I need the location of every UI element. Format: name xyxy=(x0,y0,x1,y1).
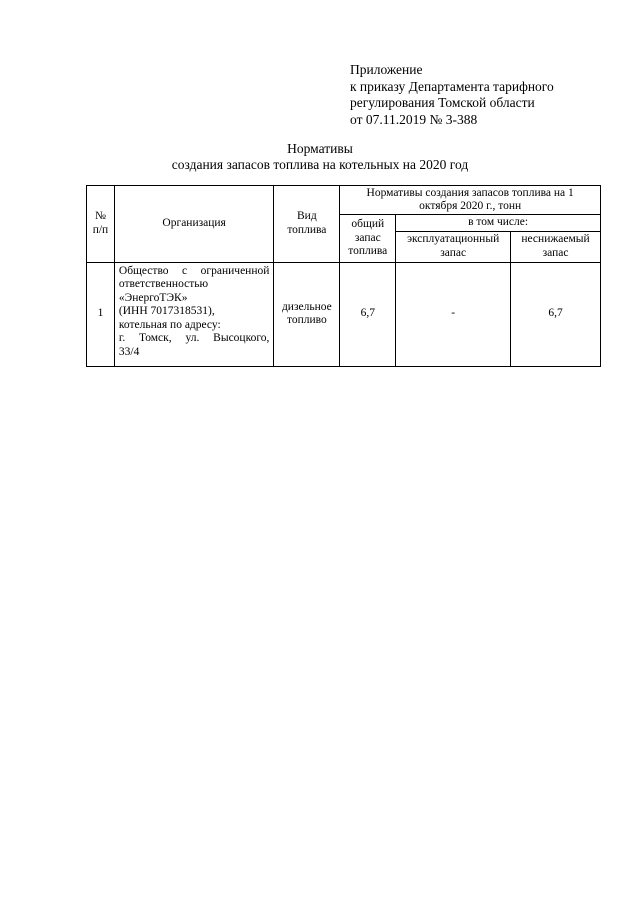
cell-total-reserve: 6,7 xyxy=(340,262,396,366)
header-num: № п/п xyxy=(87,186,115,263)
cell-organization xyxy=(114,262,273,366)
org-line: ответственностью xyxy=(118,278,209,290)
cell-minimum-reserve: 6,7 xyxy=(511,262,601,366)
header-minimum-reserve: неснижаемый запас xyxy=(511,231,601,262)
header-organization: Организация xyxy=(114,186,273,263)
org-line: Общество с ограниченной xyxy=(118,264,270,277)
document-title: Нормативы xyxy=(287,141,353,156)
appendix-line: от 07.11.2019 № 3-388 xyxy=(350,111,478,127)
header-total-reserve: общий запас топлива xyxy=(340,215,396,263)
header-fuel-type: Вид топлива xyxy=(274,186,340,263)
cell-num: 1 xyxy=(87,262,115,366)
header-operational-reserve: эксплуатационный запас xyxy=(396,231,511,262)
appendix-block xyxy=(350,62,554,128)
header-norms-group: Нормативы создания запасов топлива на 1 октября 2020 г., тонн xyxy=(340,186,601,215)
norms-table xyxy=(86,185,601,367)
appendix-line: к приказу Департамента тарифного xyxy=(350,78,554,94)
document-subtitle: создания запасов топлива на котельных на 2020 год xyxy=(171,157,469,172)
org-line: 33/4 xyxy=(118,345,140,358)
appendix-line: Приложение xyxy=(350,62,423,77)
header-row-1 xyxy=(87,186,601,215)
org-line: котельная по адресу: xyxy=(118,318,221,331)
cell-fuel-type: дизельное топливо xyxy=(274,262,340,366)
table-row xyxy=(87,262,601,366)
appendix-line: регулирования Томской области xyxy=(350,95,535,110)
org-line: (ИНН 7017318531), xyxy=(118,305,215,317)
org-line: г. Томск, ул. Высоцкого, xyxy=(118,332,270,344)
org-line: «ЭнергоТЭК» xyxy=(118,291,188,304)
cell-operational-reserve: - xyxy=(396,262,511,366)
header-including: в том числе: xyxy=(396,215,601,232)
